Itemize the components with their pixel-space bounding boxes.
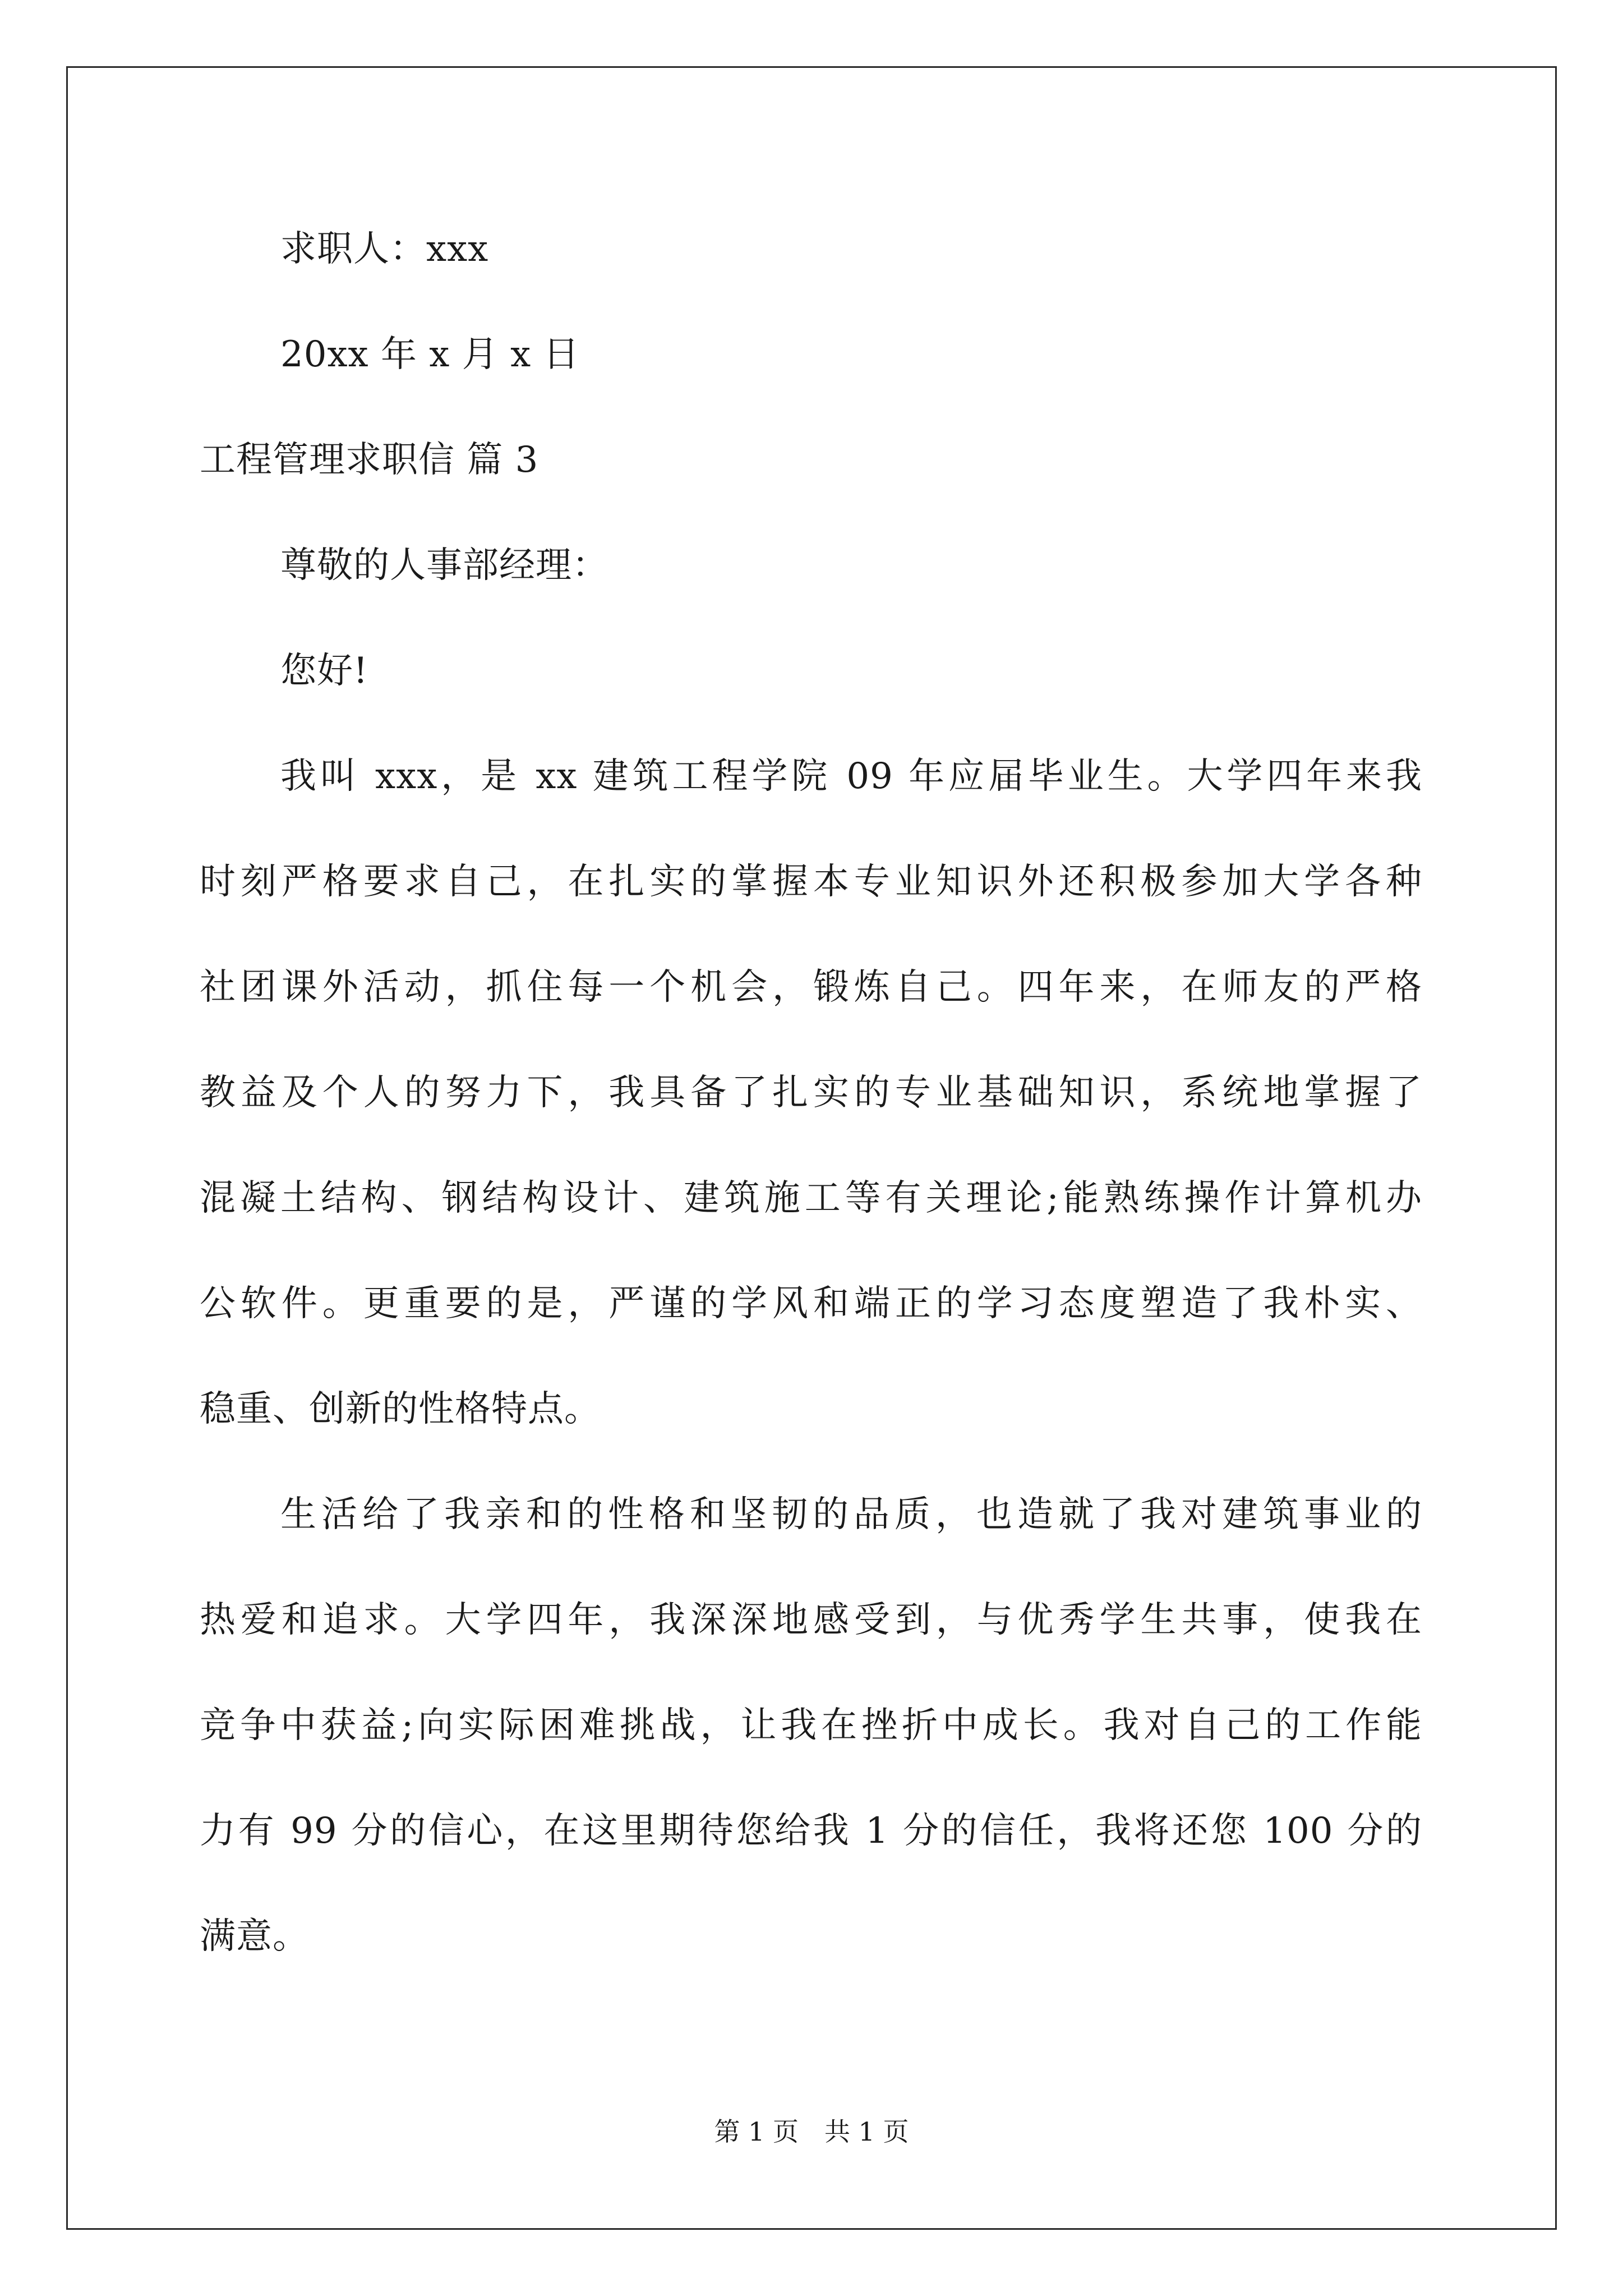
paragraph-line: 满意。 [200,1916,309,1957]
paragraph-line: 社团课外活动，抓住每一个机会，锻炼自己。四年来，在师友的严格 [200,967,1422,1008]
paragraph-line: 竞争中获益;向实际困难挑战，让我在挫折中成长。我对自己的工作能 [200,1705,1422,1746]
applicant-line: 求职人：xxx [280,228,489,270]
salutation: 尊敬的人事部经理： [280,545,608,586]
paragraph-line: 力有 99 分的信心，在这里期待您给我 1 分的信任，我将还您 100 分的 [200,1810,1422,1852]
paragraph-line: 教益及个人的努力下，我具备了扎实的专业基础知识，系统地掌握了 [200,1072,1422,1114]
date-line: 20xx 年 x 月 x 日 [280,334,580,375]
paragraph-line: 生活给了我亲和的性格和坚韧的品质，也造就了我对建筑事业的 [280,1494,1422,1535]
paragraph-line: 热爱和追求。大学四年，我深深地感受到，与优秀学生共事，使我在 [200,1599,1422,1641]
page-border [66,66,1557,2230]
paragraph-line: 我叫 xxx，是 xx 建筑工程学院 09 年应届毕业生。大学四年来我 [280,756,1422,797]
paragraph-line: 时刻严格要求自己，在扎实的掌握本专业知识外还积极参加大学各种 [200,861,1422,903]
section-title: 工程管理求职信 篇 3 [200,439,539,481]
greeting: 您好! [280,650,368,692]
paragraph-line: 稳重、创新的性格特点。 [200,1388,601,1430]
paragraph-line: 混凝土结构、钢结构设计、建筑施工等有关理论;能熟练操作计算机办 [200,1177,1422,1219]
page-footer: 第 1 页 共 1 页 [714,2116,909,2147]
paragraph-line: 公软件。更重要的是，严谨的学风和端正的学习态度塑造了我朴实、 [200,1283,1422,1324]
